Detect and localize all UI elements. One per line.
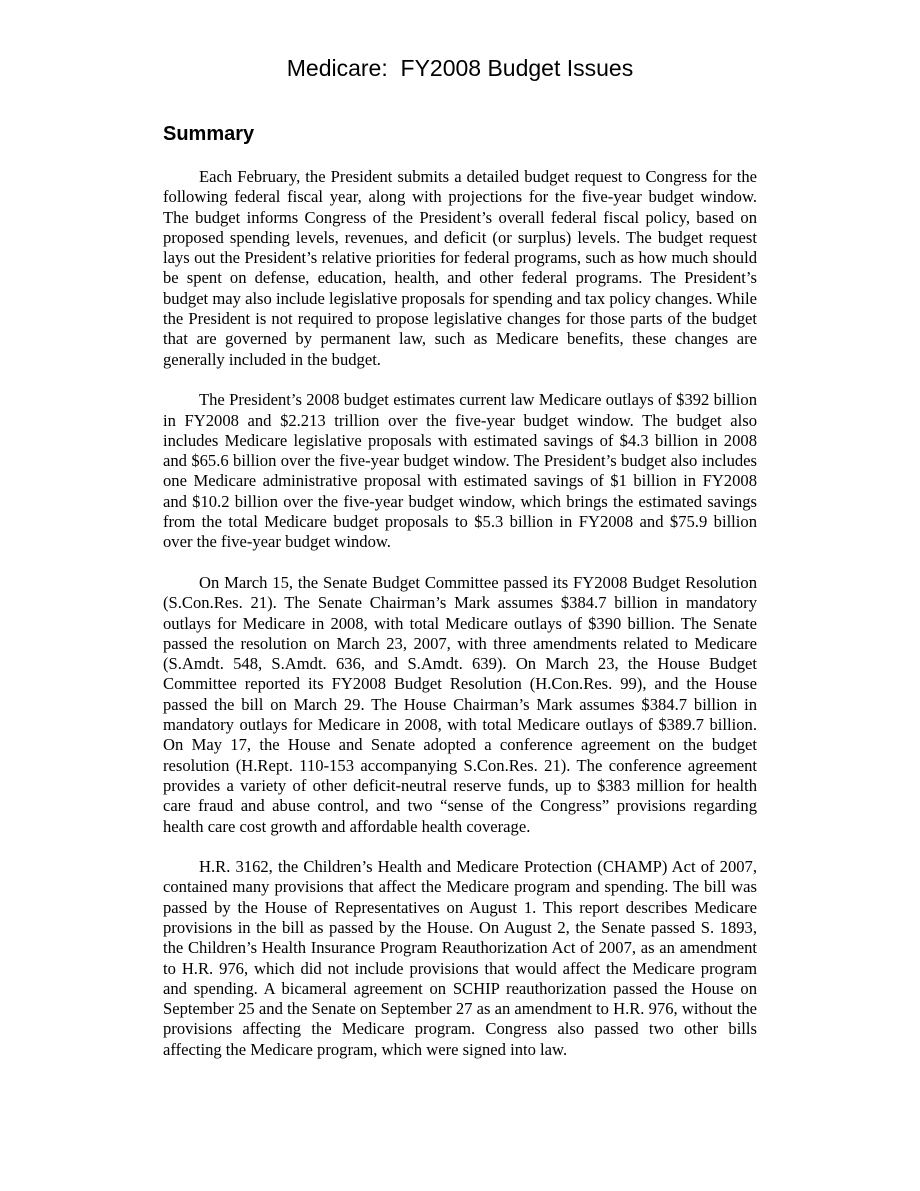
summary-body xyxy=(163,167,757,1060)
paragraph-champ-act: H.R. 3162, the Children’s Health and Medicare Protection (CHAMP) Act of 2007, contained many provisions that affect the Medicare program and spending. The bill was passed by the House of Representatives on August 1. This report describes Medicare provisions in the bill as passed by the House. On August 2, the Senate passed S. 1893, the Children’s Health Insurance Program Reauthorization Act of 2007, as an amendment to H.R. 976, which did not include provisions that would affect the Medicare program and spending. A bicameral agreement on SCHIP reauthorization passed the House on September 25 and the Senate on September 27 as an amendment to H.R. 976, without the provisions affecting the Medicare program. Congress also passed two other bills affecting the Medicare program, which were signed into law. xyxy=(163,857,757,1059)
paragraph-president-budget: The President’s 2008 budget estimates current law Medicare outlays of $392 billion in FY2008 and $2.213 trillion over the five-year budget window. The budget also includes Medicare legislative proposals with estimated savings of $4.3 billion in 2008 and $65.6 billion over the five-year budget window. The President’s budget also includes one Medicare administrative proposal with estimated savings of $1 billion in FY2008 and $10.2 billion over the five-year budget window, which brings the estimated savings from the total Medicare budget proposals to $5.3 billion in FY2008 and $75.9 billion over the five-year budget window. xyxy=(163,390,757,552)
section-heading-summary: Summary xyxy=(163,123,255,145)
paragraph-budget-resolution: On March 15, the Senate Budget Committee passed its FY2008 Budget Resolution (S.Con.Res. 21). The Senate Chairman’s Mark assumes $384.7 billion in mandatory outlays for Medicare in 2008, with total Medicare outlays of $390 billion. The Senate passed the resolution on March 23, 2007, with three amendments related to Medicare (S.Amdt. 548, S.Amdt. 636, and S.Amdt. 639). On March 23, the House Budget Committee reported its FY2008 Budget Resolution (H.Con.Res. 99), and the House passed the bill on March 29. The House Chairman’s Mark assumes $384.7 billion in mandatory outlays for Medicare in 2008, with total Medicare outlays of $389.7 billion. On May 17, the House and Senate adopted a conference agreement on the budget resolution (H.Rept. 110-153 accompanying S.Con.Res. 21). The conference agreement provides a variety of other deficit-neutral reserve funds, up to $383 million for health care fraud and abuse control, and two “sense of the Congress” provisions regarding health care cost growth and affordable health coverage. xyxy=(163,572,757,836)
document-title: Medicare: FY2008 Budget Issues xyxy=(286,55,634,81)
paragraph-budget-request: Each February, the President submits a detailed budget request to Congress for the following federal fiscal year, along with projections for the five-year budget window. The budget informs Congress of the President’s overall federal fiscal policy, based on proposed spending levels, revenues, and deficit (or surplus) levels. The budget request lays out the President’s relative priorities for federal programs, such as how much should be spent on defense, education, health, and other federal programs. The President’s budget may also include legislative proposals for spending and tax policy changes. While the President is not required to propose legislative changes for those parts of the budget that are governed by permanent law, such as Medicare benefits, these changes are generally included in the budget. xyxy=(163,167,757,369)
